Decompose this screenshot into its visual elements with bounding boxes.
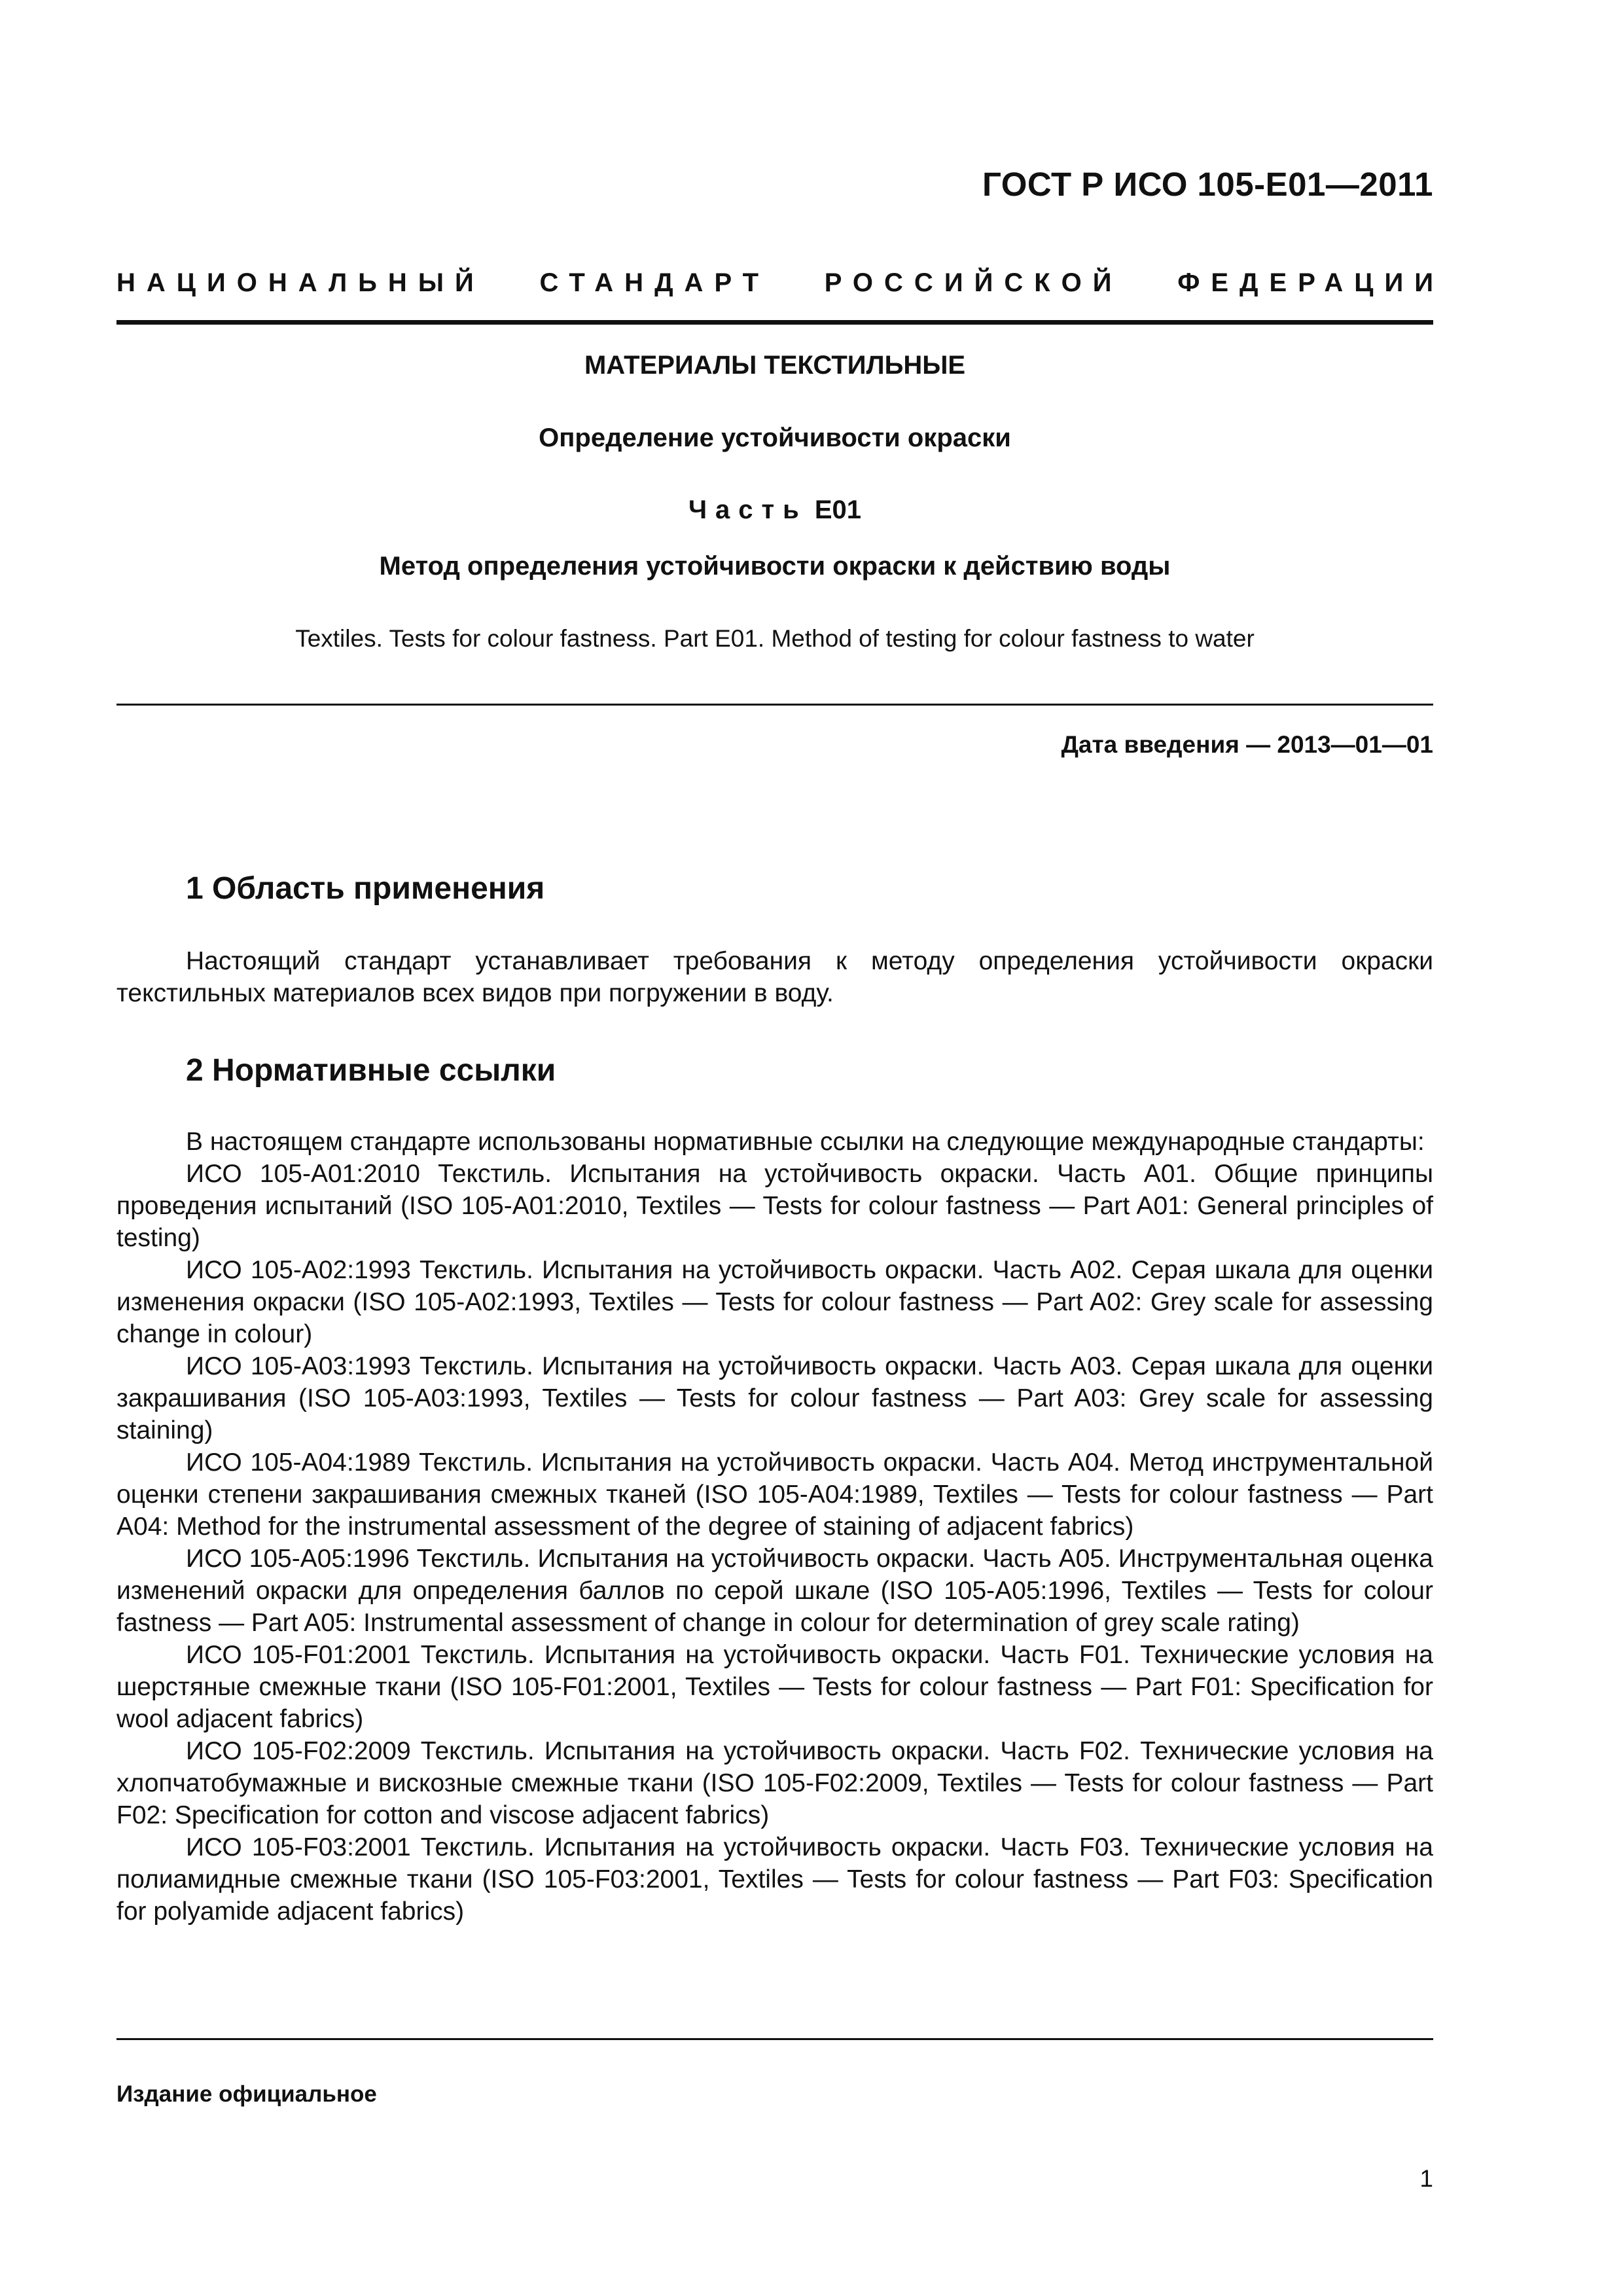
title-materials: МАТЕРИАЛЫ ТЕКСТИЛЬНЫЕ [584, 351, 966, 380]
banner-word: СТАНДАРТ [539, 268, 770, 297]
part-code: Е01 [814, 495, 862, 524]
paragraph: Настоящий стандарт устанавливает требования к методу определения устойчивости окраски текстильных материалов всех видов при погружении в воду. [116, 947, 1433, 1007]
date-of-introduction: Дата введения — 2013—01—01 [1061, 731, 1433, 758]
section-heading: 2 Нормативные ссылки [186, 1053, 556, 1088]
official-edition-label: Издание официальное [116, 2081, 377, 2107]
banner-word: ФЕДЕРАЦИИ [1177, 268, 1444, 297]
reference-item: ИСО 105-А04:1989 Текстиль. Испытания на устойчивость окраски. Часть А04. Метод инструментальной оценки степени закрашивания смежных тканей (ISO 105-A04:1989, Textiles — Tests for colour fastness — Part A04: Method for the instrumental assessment of the degree of staining of adjacent fabrics) [116, 1448, 1433, 1541]
title-divider [116, 704, 1433, 706]
reference-item: ИСО 105-А01:2010 Текстиль. Испытания на устойчивость окраски. Часть А01. Общие принципы проведения испытаний (ISO 105-A01:2010, Textiles — Tests for colour fastness — Part A01: General principles of testing) [116, 1160, 1433, 1252]
title-part [116, 495, 1433, 525]
reference-item: ИСО 105-F02:2009 Текстиль. Испытания на устойчивость окраски. Часть F02. Технические условия на хлопчатобумажные и вискозные смежные ткани (ISO 105-F02:2009, Textiles — Tests for colour fastness — Part F02: Specification for cotton and viscose adjacent fabrics) [116, 1737, 1433, 1829]
reference-item: ИСО 105-А03:1993 Текстиль. Испытания на устойчивость окраски. Часть А03. Серая шкала для оценки закрашивания (ISO 105-A03:1993, Textiles — Tests for colour fastness — Part A03: Grey scale for assessing staining) [116, 1352, 1433, 1444]
footer-divider [116, 2038, 1433, 2040]
reference-item: ИСО 105-А02:1993 Текстиль. Испытания на устойчивость окраски. Часть А02. Серая шкала для оценки изменения окраски (ISO 105-A02:1993, Textiles — Tests for colour fastness — Part A02: Grey scale for assessing change in colour) [116, 1256, 1433, 1348]
section-heading: 1 Область применения [186, 871, 545, 906]
title-subtitle: Определение устойчивости окраски [539, 423, 1011, 452]
page-number: 1 [1419, 2165, 1433, 2192]
paragraph: В настоящем стандарте использованы нормативные ссылки на следующие международные стандарты: [186, 1128, 1425, 1156]
part-word: Часть [688, 495, 808, 524]
document-code: ГОСТ Р ИСО 105-Е01—2011 [982, 166, 1433, 203]
national-standard-banner [116, 268, 1444, 298]
section-body [116, 945, 1433, 1009]
header-divider [116, 320, 1433, 325]
title-method: Метод определения устойчивости окраски к действию воды [379, 552, 1171, 581]
title-english: Textiles. Tests for colour fastness. Part E01. Method of testing for colour fastness to water [295, 625, 1255, 652]
section-body [116, 1126, 1433, 1928]
reference-item: ИСО 105-А05:1996 Текстиль. Испытания на устойчивость окраски. Часть А05. Инструментальная оценка изменений окраски для определения баллов по серой шкале (ISO 105-A05:1996, Textiles — Tests for colour fastness — Part A05: Instrumental assessment of change in colour for determination of grey scale rating) [116, 1545, 1433, 1637]
banner-word: РОССИЙСКОЙ [824, 268, 1123, 297]
reference-item: ИСО 105-F01:2001 Текстиль. Испытания на устойчивость окраски. Часть F01. Технические условия на шерстяные смежные ткани (ISO 105-F01:2001, Textiles — Tests for colour fastness — Part F01: Specification for wool adjacent fabrics) [116, 1641, 1433, 1733]
reference-item: ИСО 105-F03:2001 Текстиль. Испытания на устойчивость окраски. Часть F03. Технические условия на полиамидные смежные ткани (ISO 105-F03:2001, Textiles — Tests for colour fastness — Part F03: Specification for polyamide adjacent fabrics) [116, 1833, 1433, 1926]
banner-word: НАЦИОНАЛЬНЫЙ [116, 268, 485, 297]
